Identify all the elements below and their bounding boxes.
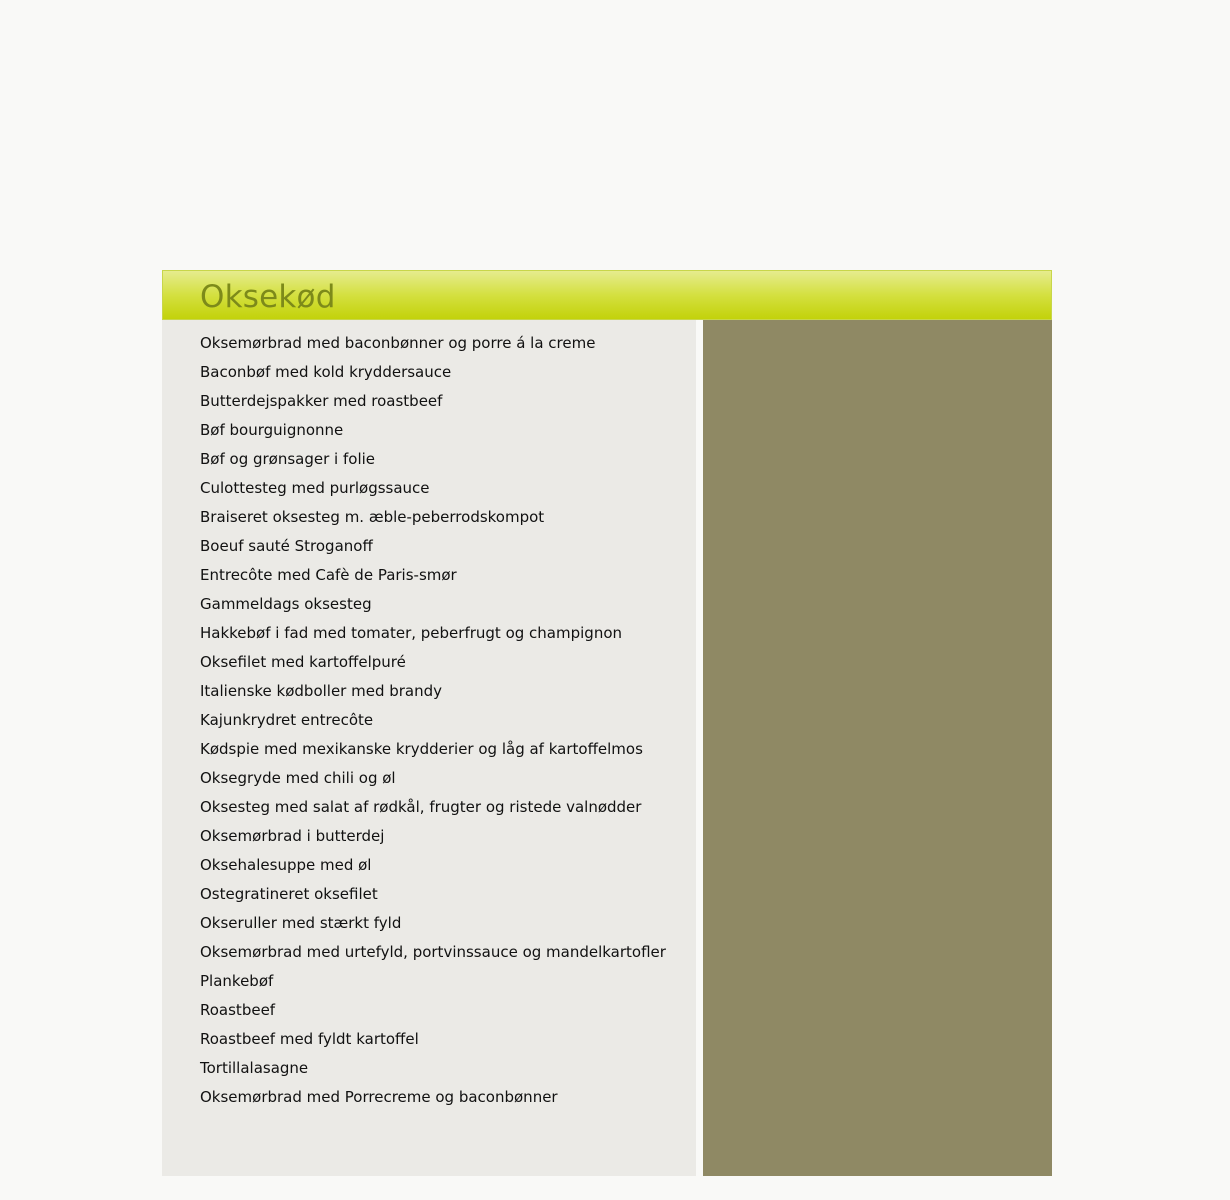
category-title: Oksekød xyxy=(200,279,336,315)
column-divider xyxy=(696,320,703,1176)
recipe-link[interactable]: Entrecôte med Cafè de Paris-smør xyxy=(200,566,457,584)
recipe-list xyxy=(200,332,666,1115)
recipe-link[interactable]: Braiseret oksesteg m. æble-peberrodskompot xyxy=(200,508,545,526)
sidebar-panel xyxy=(703,320,1052,1176)
recipe-link[interactable]: Oksefilet med kartoffelpuré xyxy=(200,653,406,671)
recipe-link[interactable]: Butterdejspakker med roastbeef xyxy=(200,392,443,410)
recipe-link[interactable]: Okseruller med stærkt fyld xyxy=(200,914,402,932)
recipe-link[interactable]: Oksemørbrad i butterdej xyxy=(200,827,385,845)
category-header xyxy=(162,270,1052,320)
recipe-link[interactable]: Roastbeef xyxy=(200,1001,276,1019)
content-container xyxy=(162,270,1052,1176)
recipe-link[interactable]: Kødspie med mexikanske krydderier og låg af kartoffelmos xyxy=(200,740,643,758)
recipe-link[interactable]: Kajunkrydret entrecôte xyxy=(200,711,374,729)
recipe-link[interactable]: Hakkebøf i fad med tomater, peberfrugt og champignon xyxy=(200,624,623,642)
recipe-link[interactable]: Oksehalesuppe med øl xyxy=(200,856,372,874)
recipe-link[interactable]: Oksemørbrad med urtefyld, portvinssauce og mandelkartofler xyxy=(200,943,666,961)
recipe-link[interactable]: Bøf og grønsager i folie xyxy=(200,450,376,468)
recipe-link[interactable]: Oksemørbrad med Porrecreme og baconbønner xyxy=(200,1088,558,1106)
recipe-link[interactable]: Boeuf sauté Stroganoff xyxy=(200,537,373,555)
recipe-link[interactable]: Oksegryde med chili og øl xyxy=(200,769,396,787)
recipe-link[interactable]: Ostegratineret oksefilet xyxy=(200,885,378,903)
recipe-list-panel xyxy=(162,320,696,1176)
recipe-link[interactable]: Oksemørbrad med baconbønner og porre á la creme xyxy=(200,334,596,352)
recipe-link[interactable]: Italienske kødboller med brandy xyxy=(200,682,443,700)
recipe-link[interactable]: Oksesteg med salat af rødkål, frugter og ristede valnødder xyxy=(200,798,642,816)
recipe-link[interactable]: Culottesteg med purløgssauce xyxy=(200,479,430,497)
recipe-link[interactable]: Gammeldags oksesteg xyxy=(200,595,372,613)
recipe-link[interactable]: Bøf bourguignonne xyxy=(200,421,344,439)
recipe-link[interactable]: Roastbeef med fyldt kartoffel xyxy=(200,1030,419,1048)
recipe-link[interactable]: Baconbøf med kold kryddersauce xyxy=(200,363,452,381)
recipe-link[interactable]: Tortillalasagne xyxy=(200,1059,309,1077)
recipe-link[interactable]: Plankebøf xyxy=(200,972,274,990)
